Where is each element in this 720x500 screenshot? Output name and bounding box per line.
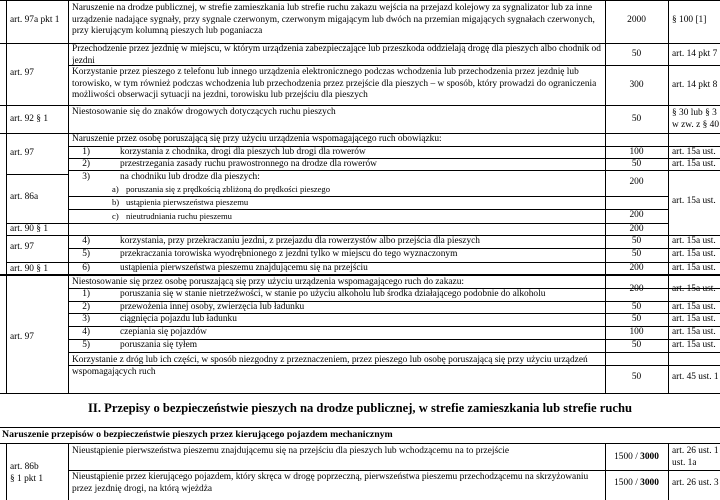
offense-description: Niestosowanie się do znaków drogowych dotyczących ruchu pieszych [72, 107, 336, 117]
table-group [0, 444, 720, 500]
legal-basis: art. 26 ust. 3 [672, 478, 719, 488]
item-number: 1) [82, 289, 90, 299]
legal-basis: § 30 lub § 3 [672, 108, 717, 118]
item-text: ciągnięcia pojazdu lub ładunku [120, 314, 237, 324]
article-ref: art. 97 [10, 242, 34, 252]
group-header: Niestosowanie się przez osobę poruszającą się przy użyciu urządzenia wspomagającego ruch do zakazu: [72, 277, 465, 287]
item-number: 4) [82, 327, 90, 337]
item-text: poruszania się tyłem [120, 340, 198, 350]
offense-description: Przechodzenie przez jezdnię w miejscu, w którym urządzenia zabezpieczające lub przeszkoda oddzielają drogę dla pieszych albo chodnik od jezdni [72, 44, 601, 66]
table-row [0, 105, 720, 133]
item-text: korzystania, przy przekraczaniu jezdni, z przejazdu dla rowerzystów albo przejścia dla pieszych [120, 236, 480, 246]
fine-amount: 50 [631, 49, 642, 59]
legal-basis: ust. 1a [672, 458, 697, 468]
fine-amount: 200 [629, 177, 644, 187]
offense-description: Nieustąpienie pierwszeństwa pieszemu znajdującemu się na przejściu dla pieszych lub wchodzącemu na to przejście [72, 446, 510, 456]
section-title: II. Przepisy o bezpieczeństwie pieszych na drodze publicznej, w strefie zamieszkania lub strefie ruchu [88, 401, 632, 415]
fine-amount: 50 [631, 372, 642, 382]
article-ref: art. 90 § 1 [10, 264, 49, 274]
fine-amount [605, 478, 668, 490]
table-row [0, 43, 720, 105]
subitem-label: c) [112, 211, 119, 221]
fine-amount: 50 [631, 114, 642, 124]
subitem-text: poruszania się z prędkością zbliżoną do prędkości pieszego [126, 184, 331, 194]
fine-amount: 100 [629, 147, 644, 157]
article-ref: art. 86a [10, 192, 39, 202]
fine-amount: 200 [629, 263, 644, 273]
fine-amount [605, 452, 668, 464]
fine-amount: 100 [629, 327, 644, 337]
article-ref: art. 97a pkt 1 [10, 15, 60, 25]
article-ref: § 1 pkt 1 [10, 474, 44, 484]
legal-basis: art. 15a ust. [672, 340, 716, 350]
item-text: przestrzegania zasady ruchu prawostronnego na drodze dla rowerów [120, 159, 377, 169]
item-number: 1) [82, 147, 90, 157]
item-text: czepiania się pojazdów [120, 327, 207, 337]
offense-description: Korzystanie z dróg lub ich części, w sposób niezgodny z przeznaczeniem, przez pieszego lub osobę poruszającą się przy użyciu urządzeń wspomagających ruch [72, 355, 588, 377]
subitem-text: ustąpienia pierwszeństwa pieszemu [126, 197, 249, 207]
offense-description: Naruszenie na drodze publicznej, w strefie zamieszkania lub strefie ruchu zakazu wejścia na przejazd kolejowy za sygnalizator lub za inne urządzenie nadające sygnały, przy sygnale czerwonym, czerwonym migającym lub dwóch na przemian migających sygnałach czerwonych, przy kierującym kolumną pieszych lub poganiacza [72, 3, 595, 37]
fine-amount: 50 [631, 340, 642, 350]
subitem-label: a) [112, 184, 119, 194]
item-number: 2) [82, 302, 90, 312]
offense-description: Korzystanie przez pieszego z telefonu lub innego urządzenia elektronicznego podczas wchodzenia lub przechodzenia przez jezdnię lub torowisko, w tym również podczas wchodzenia lub przechodzenia przez przejście dla pieszych – w sposób, który prowadzi do ograniczenia możliwości obserwacji sytuacji na jezdni, torowisku lub przejściu dla pieszych [72, 67, 597, 101]
fine-amount: 2000 [627, 15, 646, 25]
fine-amount: 200 [629, 210, 644, 220]
legal-basis: art. 14 pkt 7 [672, 49, 718, 59]
legal-basis: art. 15a ust. [672, 249, 716, 259]
article-ref: art. 86b [10, 462, 39, 472]
article-ref: art. 97 [10, 332, 34, 342]
table-group [0, 133, 720, 275]
article-ref: art. 97 [10, 68, 34, 78]
group-header: Naruszenie przez osobę poruszającą się przy użyciu urządzenia wspomagającego ruch obowiązku: [72, 134, 442, 144]
fine-base: 1500 / [614, 478, 641, 488]
table-group [0, 275, 720, 394]
fine-amount: 50 [631, 236, 642, 246]
fine-amount: 50 [631, 159, 642, 169]
legal-basis: art. 15a ust. [672, 236, 716, 246]
legal-basis: art. 15a ust. [672, 314, 716, 324]
item-number: 6) [82, 263, 90, 273]
item-text: na chodniku lub drodze dla pieszych: [120, 172, 260, 182]
item-text: przekraczania torowiska wyodrębnionego z jezdni tylko w miejscu do tego wyznaczonym [120, 249, 458, 259]
legal-basis: art. 45 ust. 1 [672, 372, 719, 382]
item-text: poruszania się w stanie nietrzeźwości, w stanie po użyciu alkoholu lub środka działającego podobnie do alkoholu [120, 289, 546, 299]
item-text: korzystania z chodnika, drogi dla pieszych lub drogi dla rowerów [120, 147, 366, 157]
item-number: 5) [82, 249, 90, 259]
fine-amount: 50 [631, 314, 642, 324]
legal-basis: art. 14 pkt 8 [672, 80, 718, 90]
legal-basis: art. 15a ust. [672, 284, 716, 294]
subitem-label: b) [112, 197, 120, 207]
legal-basis: w zw. z § 40 [672, 120, 720, 130]
fine-repeat: 3000 [640, 452, 659, 462]
article-ref: art. 92 § 1 [10, 114, 49, 124]
legal-basis: art. 15a ust. [672, 327, 716, 337]
fine-amount: 50 [631, 249, 642, 259]
legal-basis: art. 15a ust. [672, 263, 716, 273]
legal-basis: art. 15a ust. [672, 302, 716, 312]
item-number: 3) [82, 314, 90, 324]
fine-amount: 200 [629, 224, 644, 234]
subitem-text: nieutrudniania ruchu pieszemu [126, 211, 232, 221]
subsection-title: Naruszenie przepisów o bezpieczeństwie pieszych przez kierującego pojazdem mechanicznym [2, 429, 393, 440]
article-ref: art. 90 § 1 [10, 224, 49, 234]
table-row [0, 0, 720, 43]
legal-basis: art. 15a ust. [672, 196, 716, 206]
item-text: ustąpienia pierwszeństwa pieszemu znajdującemu się na przejściu [120, 263, 368, 273]
fine-amount: 300 [629, 80, 644, 90]
fine-amount: 50 [631, 302, 642, 312]
legal-basis: art. 26 ust. 1 [672, 446, 719, 456]
legal-basis: art. 15a ust. [672, 147, 716, 157]
legal-basis: § 100 [1] [672, 15, 707, 25]
item-number: 2) [82, 159, 90, 169]
article-ref: art. 97 [10, 148, 34, 158]
fine-repeat: 3000 [640, 478, 659, 488]
item-number: 5) [82, 340, 90, 350]
item-number: 3) [82, 172, 90, 182]
legal-basis: art. 15a ust. [672, 159, 716, 169]
fine-amount: 200 [629, 284, 644, 294]
fine-base: 1500 / [614, 452, 641, 462]
item-text: przewożenia innej osoby, zwierzęcia lub ładunku [120, 302, 305, 312]
item-number: 4) [82, 236, 90, 246]
offense-description: Nieustąpienie przez kierującego pojazdem, który skręca w drogę poprzeczną, pierwszeństwa pieszemu przechodzącemu na skrzyżowaniu przez jezdnię drogi, na którą wjeżdża [72, 472, 589, 494]
